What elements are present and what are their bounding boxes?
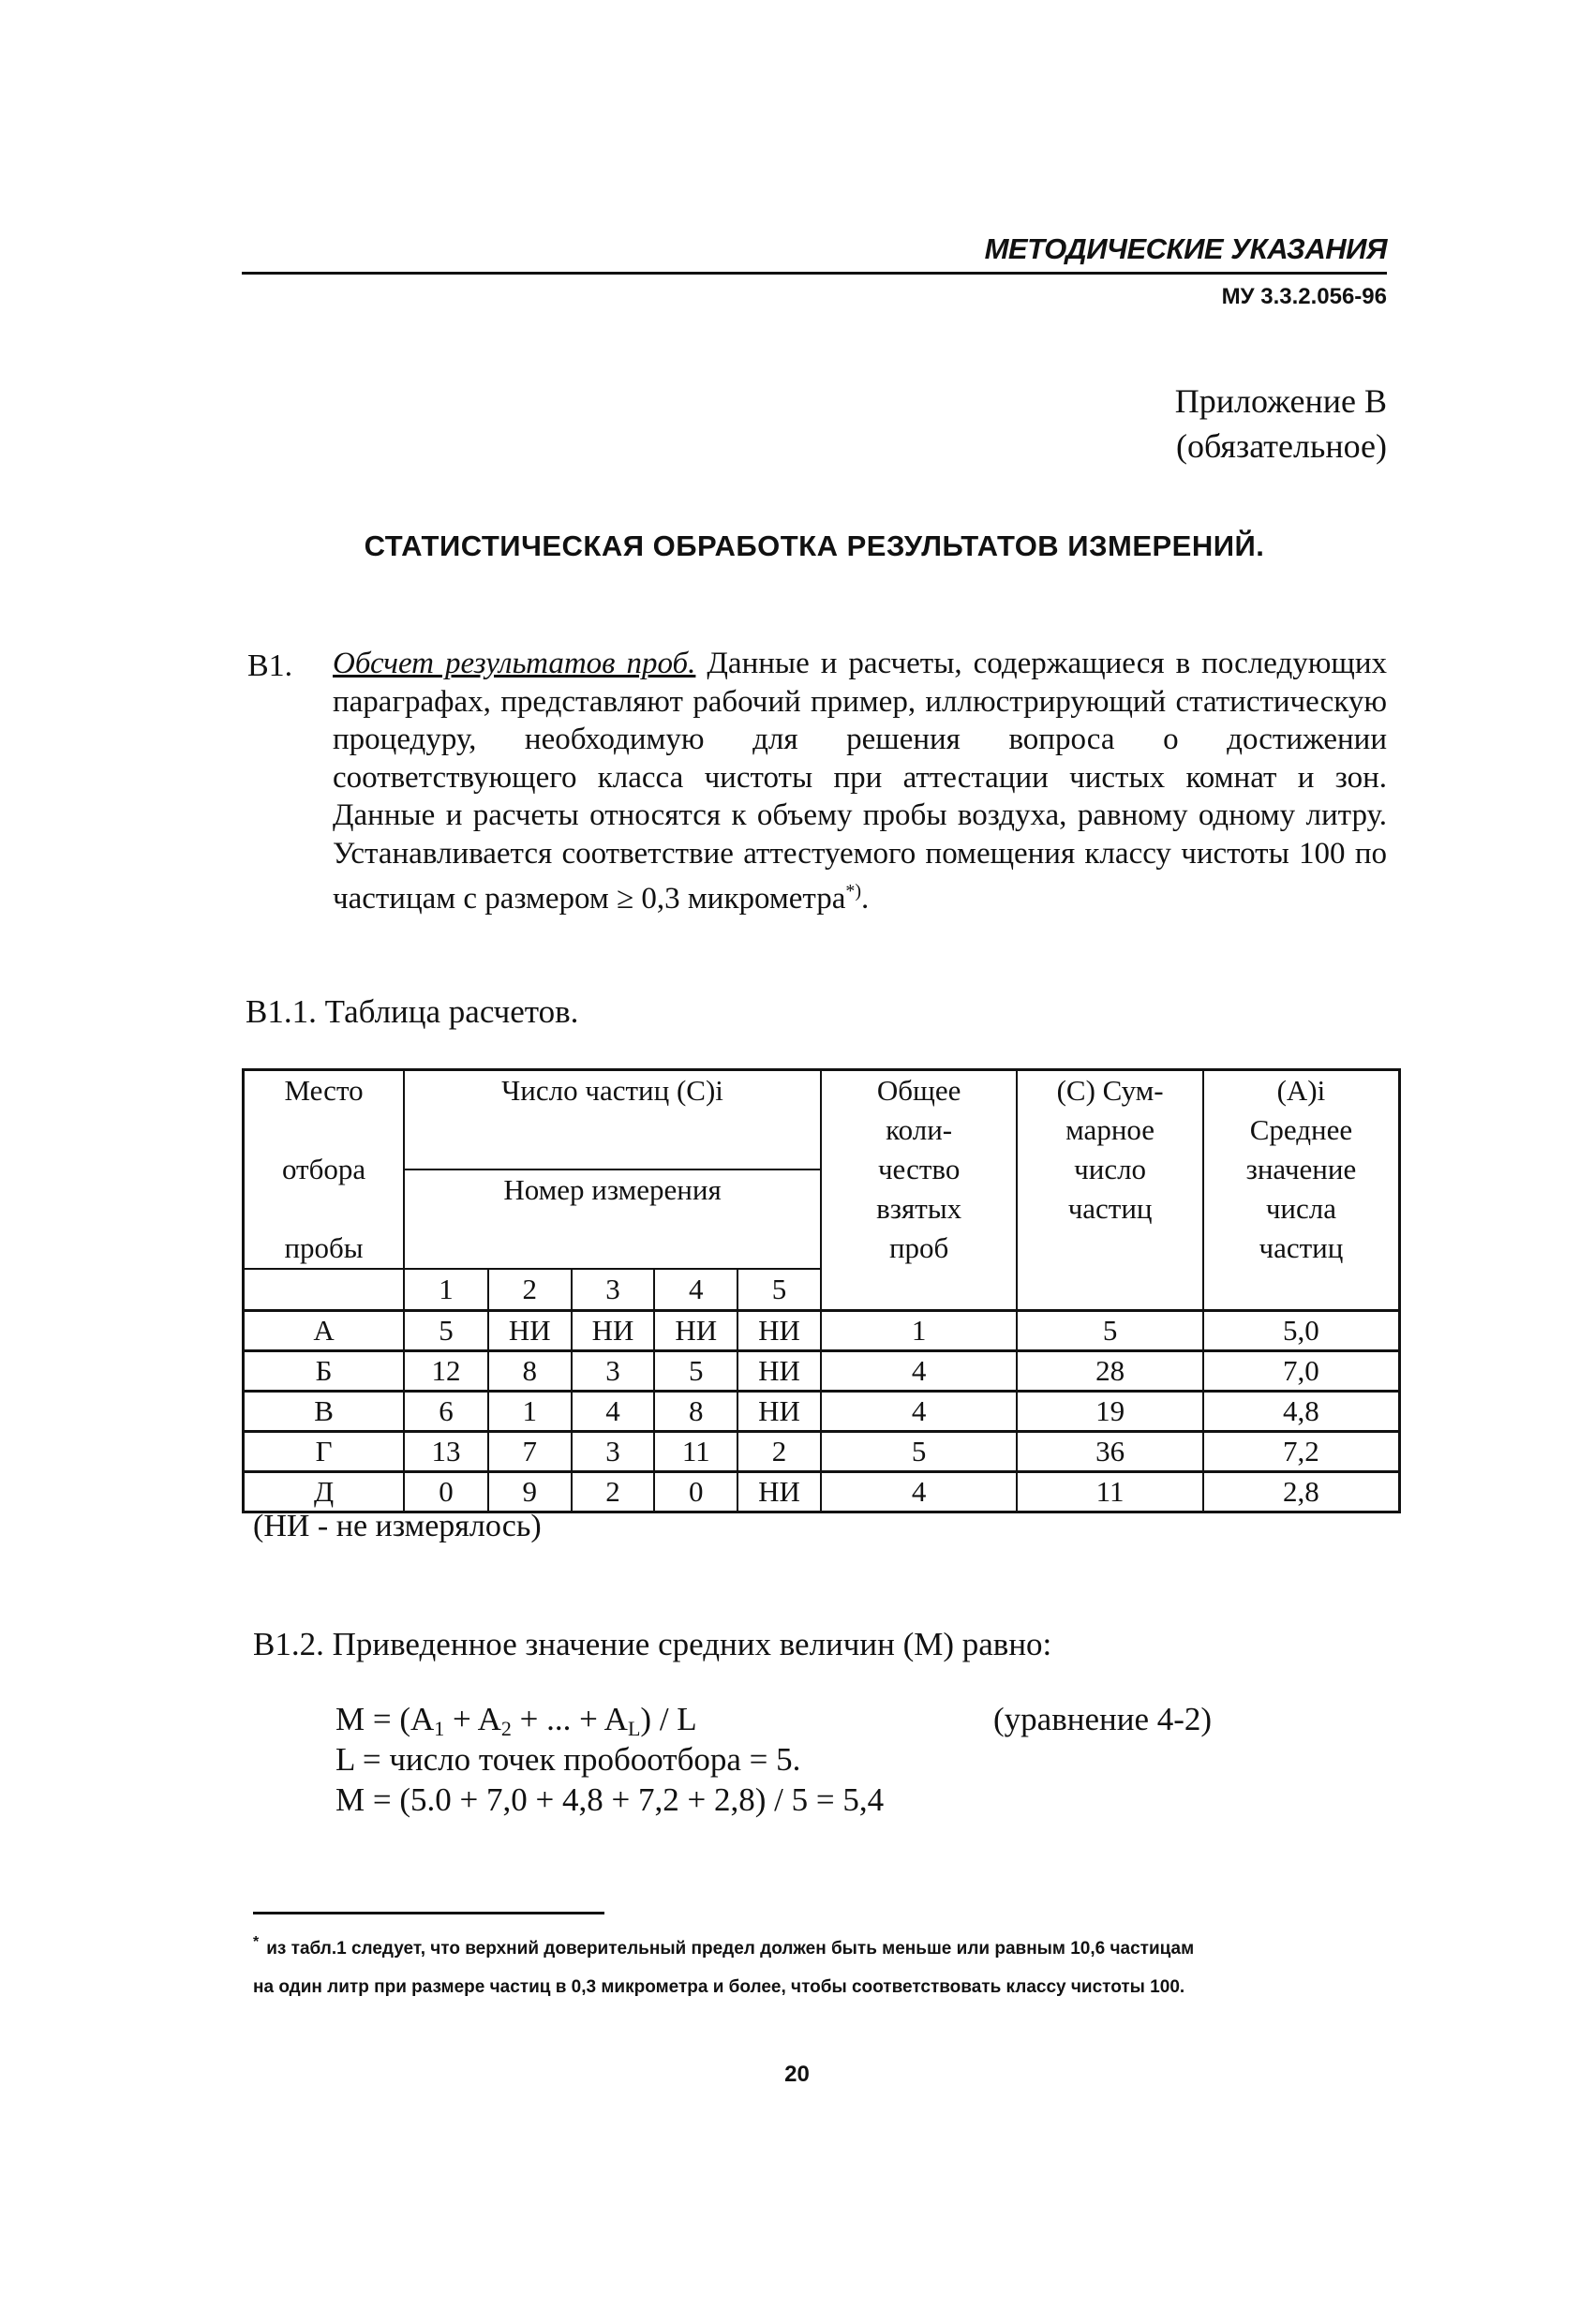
abbreviation-note: (НИ - не измерялось) — [253, 1509, 542, 1543]
table-row — [244, 1472, 1400, 1512]
table-cell: 5 — [1017, 1311, 1203, 1351]
footnote-line-1: из табл.1 следует, что верхний доверительный предел должен быть меньше или равным 10,6 частицам — [266, 1939, 1195, 1959]
table-cell: НИ — [737, 1351, 821, 1392]
document-code: МУ 3.3.2.056-96 — [1221, 284, 1387, 309]
table-cell: НИ — [737, 1392, 821, 1432]
paragraph-b1-text: Данные и расчеты, содержащиеся в последующих параграфах, представляют рабочий пример, иллюстрирующий статистическую процедуру, необходимую для решения вопроса о достижении соответствующего класса чистоты при аттестации чистых комнат и зон. Данные и расчеты относятся к объему пробы воздуха, равному одному литру. Устанавливается соответствие аттестуемого помещения классу чистоты 100 по частицам с размером ≥ 0,3 микрометра — [333, 647, 1387, 916]
table-cell: 5 — [404, 1311, 488, 1351]
appendix-status: (обязательное) — [1176, 427, 1387, 465]
table-cell: 7 — [488, 1432, 572, 1472]
header-total-samples: Общее коли- чество взятых проб — [821, 1070, 1017, 1311]
subsection-b12-label: В1.2. Приведенное значение средних величин (М) равно: — [253, 1626, 1052, 1662]
table-cell: 3 — [572, 1432, 655, 1472]
footnote — [253, 1930, 1396, 2006]
table-cell: 8 — [488, 1351, 572, 1392]
table-cell: 2,8 — [1203, 1472, 1400, 1512]
paragraph-number-b1: В1. — [247, 648, 293, 683]
table-cell: 5,0 — [1203, 1311, 1400, 1351]
table-cell: 13 — [404, 1432, 488, 1472]
footnote-line-2: на один литр при размере частиц в 0,3 микрометра и более, чтобы соответствовать классу чистоты 100. — [253, 1977, 1185, 1997]
table-cell: 7,0 — [1203, 1351, 1400, 1392]
table-cell: 4 — [821, 1351, 1017, 1392]
section-title: СТАТИСТИЧЕСКАЯ ОБРАБОТКА РЕЗУЛЬТАТОВ ИЗМЕРЕНИЙ. — [364, 529, 1265, 562]
table-cell: 3 — [572, 1351, 655, 1392]
paragraph-b1-lead: Обсчет результатов проб. — [333, 647, 696, 680]
appendix-label — [1012, 379, 1387, 469]
page-number: 20 — [784, 2062, 810, 2087]
table-cell: 12 — [404, 1351, 488, 1392]
equation-result: M = (5.0 + 7,0 + 4,8 + 7,2 + 2,8) / 5 = 5,4 — [335, 1781, 885, 1818]
table-cell: 36 — [1017, 1432, 1203, 1472]
table-cell: 0 — [404, 1472, 488, 1512]
header-particle-count: Число частиц (С)i — [404, 1070, 821, 1170]
header-num-3: 3 — [572, 1269, 655, 1311]
footnote-divider — [253, 1912, 604, 1914]
table-cell: 0 — [654, 1472, 737, 1512]
table-cell: 8 — [654, 1392, 737, 1432]
header-average: (А)i Среднее значение числа частиц — [1203, 1070, 1400, 1311]
table-cell: В — [244, 1392, 405, 1432]
table-cell: 7,2 — [1203, 1432, 1400, 1472]
table-row — [244, 1392, 1400, 1432]
header-measurement-number: Номер измерения — [404, 1169, 821, 1269]
table-cell: 2 — [572, 1472, 655, 1512]
table-cell: 5 — [821, 1432, 1017, 1472]
equation-points: L = число точек пробоотбора = 5. — [335, 1741, 801, 1778]
table-cell: 5 — [654, 1351, 737, 1392]
equation-mean: $M = (A_1 + A_2$ + ... + $A_L$) / L — [335, 1701, 697, 1740]
table-row — [244, 1432, 1400, 1472]
header-divider — [242, 272, 1387, 275]
header-num-4: 4 — [654, 1269, 737, 1311]
footnote-mark: * — [253, 1934, 260, 1950]
table-row — [244, 1351, 1400, 1392]
table-cell: 4,8 — [1203, 1392, 1400, 1432]
table-cell: 9 — [488, 1472, 572, 1512]
table-cell: Д — [244, 1472, 405, 1512]
calculation-table — [242, 1068, 1401, 1513]
subsection-b11-label: В1.1. Таблица расчетов. — [246, 993, 579, 1030]
table-cell: 11 — [654, 1432, 737, 1472]
paragraph-b1: Обсчет результатов проб. Данные и расчеты, содержащиеся в последующих параграфах, представляют рабочий пример, иллюстрирующий статистическую процедуру, необходимую для решения вопроса о достижении соответствующего класса чистоты при аттестации чистых комнат и зон. Данные и расчеты относятся к объему пробы воздуха, равному одному литру. Устанавливается соответствие аттестуемого помещения классу чистоты 100 по частицам с размером ≥ 0,3 микрометра*). — [333, 647, 1387, 916]
table-cell: 28 — [1017, 1351, 1203, 1392]
table-cell: 2 — [737, 1432, 821, 1472]
table-cell: Б — [244, 1351, 405, 1392]
table-cell: 11 — [1017, 1472, 1203, 1512]
table-cell: 1 — [488, 1392, 572, 1432]
running-header-title: МЕТОДИЧЕСКИЕ УКАЗАНИЯ — [984, 232, 1387, 265]
table-cell: НИ — [654, 1311, 737, 1351]
table-cell: 1 — [821, 1311, 1017, 1351]
header-num-1: 1 — [404, 1269, 488, 1311]
table-cell: 4 — [821, 1472, 1017, 1512]
table-cell: 19 — [1017, 1392, 1203, 1432]
table-cell: Г — [244, 1432, 405, 1472]
header-num-2: 2 — [488, 1269, 572, 1311]
table-cell: НИ — [737, 1311, 821, 1351]
table-cell: 6 — [404, 1392, 488, 1432]
table-cell: 4 — [821, 1392, 1017, 1432]
table-cell: НИ — [572, 1311, 655, 1351]
appendix-title: Приложение В — [1174, 382, 1387, 420]
header-num-5: 5 — [737, 1269, 821, 1311]
equation-reference: (уравнение 4-2) — [993, 1701, 1213, 1737]
footnote-ref: *) — [845, 881, 862, 901]
table-cell: НИ — [488, 1311, 572, 1351]
header-place-spacer — [244, 1269, 405, 1311]
table-cell: 4 — [572, 1392, 655, 1432]
table-cell: НИ — [737, 1472, 821, 1512]
header-place: Место отбора пробы — [244, 1070, 405, 1270]
table-row — [244, 1311, 1400, 1351]
table-cell: А — [244, 1311, 405, 1351]
header-sum-particles: (С) Сум- марное число частиц — [1017, 1070, 1203, 1311]
